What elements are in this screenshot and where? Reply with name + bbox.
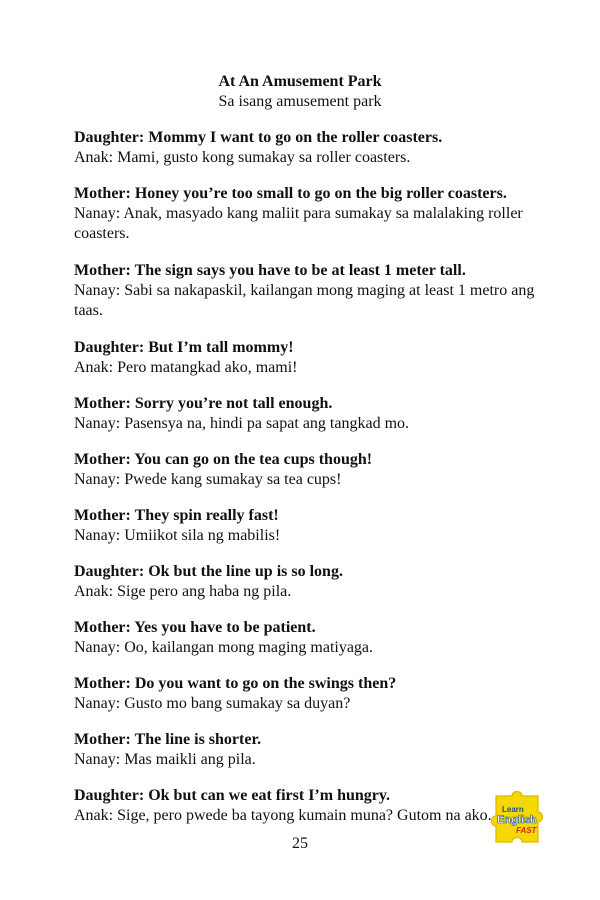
dialogue-entry bbox=[74, 184, 544, 244]
dialogue-entry bbox=[74, 450, 544, 490]
translation-line: Anak: Mami, gusto kong sumakay sa roller coasters. bbox=[74, 149, 411, 166]
translation-line: Nanay: Umiikot sila ng mabilis! bbox=[74, 527, 281, 544]
english-line: Mother: The line is shorter. bbox=[74, 731, 262, 748]
dialogue-entry bbox=[74, 562, 544, 602]
heading bbox=[0, 72, 600, 112]
translation-line: Nanay: Pasensya na, hindi pa sapat ang tangkad mo. bbox=[74, 415, 410, 432]
translation-line: Nanay: Pwede kang sumakay sa tea cups! bbox=[74, 471, 342, 488]
dialogue-entry bbox=[74, 261, 544, 321]
translation-line: Nanay: Oo, kailangan mong maging matiyaga. bbox=[74, 639, 374, 656]
english-line: Mother: Yes you have to be patient. bbox=[74, 619, 316, 636]
dialogue-entry bbox=[74, 338, 544, 378]
english-line: Mother: Sorry you’re not tall enough. bbox=[74, 395, 333, 412]
dialogue-entry bbox=[74, 730, 544, 770]
dialogue-entry bbox=[74, 786, 544, 826]
english-line: Mother: The sign says you have to be at least 1 meter tall. bbox=[74, 262, 466, 279]
dialogue-entry bbox=[74, 128, 544, 168]
dialogue-entry bbox=[74, 506, 544, 546]
page-subtitle: Sa isang amusement park bbox=[218, 93, 382, 110]
page-number: 25 bbox=[292, 835, 308, 852]
english-line: Daughter: Ok but can we eat first I’m hungry. bbox=[74, 787, 390, 804]
english-line: Daughter: Mommy I want to go on the roller coasters. bbox=[74, 129, 443, 146]
translation-line: Anak: Sige pero ang haba ng pila. bbox=[74, 583, 292, 600]
logo-fast-text: FAST bbox=[516, 826, 537, 835]
page-title: At An Amusement Park bbox=[218, 73, 382, 90]
english-line: Mother: Honey you’re too small to go on the big roller coasters. bbox=[74, 185, 507, 202]
translation-line: Nanay: Mas maikli ang pila. bbox=[74, 751, 256, 768]
english-line: Daughter: But I’m tall mommy! bbox=[74, 339, 294, 356]
english-line: Mother: You can go on the tea cups though! bbox=[74, 451, 373, 468]
translation-line: Anak: Pero matangkad ako, mami! bbox=[74, 359, 298, 376]
translation-line: Nanay: Anak, masyado kang maliit para sumakay sa malalaking roller coasters. bbox=[74, 205, 523, 242]
dialogue-entry bbox=[74, 394, 544, 434]
english-line: Mother: Do you want to go on the swings then? bbox=[74, 675, 397, 692]
translation-line: Anak: Sige, pero pwede ba tayong kumain muna? Gutom na ako. bbox=[74, 807, 492, 824]
translation-line: Nanay: Gusto mo bang sumakay sa duyan? bbox=[74, 695, 351, 712]
dialogue-entry bbox=[74, 618, 544, 658]
logo-english-text: English bbox=[497, 814, 537, 826]
english-line: Mother: They spin really fast! bbox=[74, 507, 279, 524]
dialogue-entry bbox=[74, 674, 544, 714]
english-line: Daughter: Ok but the line up is so long. bbox=[74, 563, 343, 580]
dialogue-list bbox=[74, 128, 544, 842]
translation-line: Nanay: Sabi sa nakapaskil, kailangan mong maging at least 1 metro ang taas. bbox=[74, 282, 535, 319]
logo-learn-text: Learn bbox=[502, 805, 524, 814]
